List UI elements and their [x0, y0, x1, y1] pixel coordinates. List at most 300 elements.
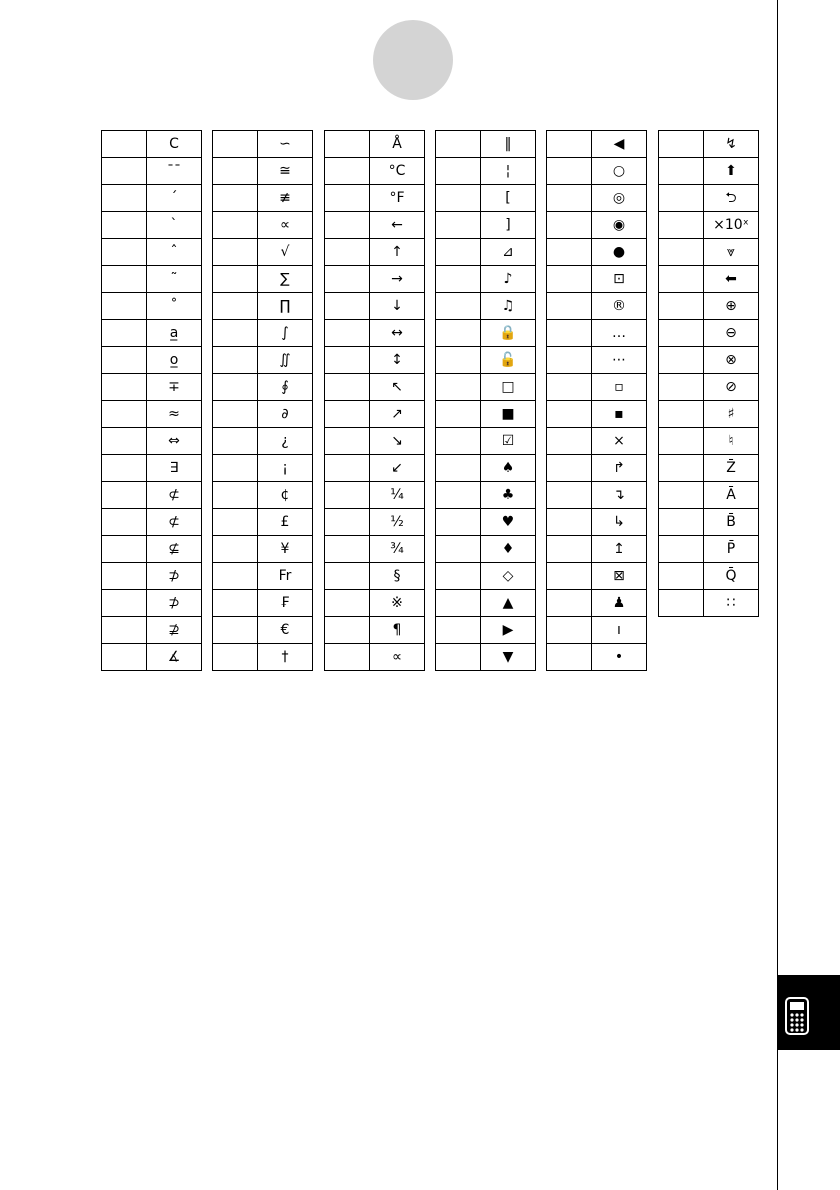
char-glyph-cell: ¼ — [370, 482, 425, 509]
char-row — [436, 428, 536, 455]
char-code-cell — [102, 212, 147, 239]
char-glyph-cell: ⋯ — [592, 347, 647, 374]
char-glyph-cell: ½ — [370, 509, 425, 536]
char-row — [102, 617, 202, 644]
char-table-3 — [324, 130, 425, 671]
char-code-cell — [659, 374, 704, 401]
char-row — [547, 131, 647, 158]
char-glyph-cell: °F — [370, 185, 425, 212]
char-row — [325, 320, 425, 347]
char-code-cell — [659, 401, 704, 428]
char-row — [325, 347, 425, 374]
char-row — [102, 590, 202, 617]
char-code-cell — [325, 131, 370, 158]
char-code-cell — [547, 482, 592, 509]
char-code-cell — [547, 455, 592, 482]
char-glyph-cell: ♣ — [481, 482, 536, 509]
char-row — [102, 428, 202, 455]
char-glyph-cell: ⊕ — [704, 293, 759, 320]
char-glyph-cell: ı — [592, 617, 647, 644]
char-code-cell — [659, 239, 704, 266]
char-row — [436, 266, 536, 293]
char-row — [325, 293, 425, 320]
char-glyph-cell: ¦ — [481, 158, 536, 185]
char-glyph-cell: § — [370, 563, 425, 590]
char-glyph-cell: ⩔ — [704, 239, 759, 266]
char-glyph-cell: ⬆ — [704, 158, 759, 185]
char-row — [325, 428, 425, 455]
char-row — [547, 617, 647, 644]
char-code-cell — [213, 509, 258, 536]
char-glyph-cell: † — [258, 644, 313, 671]
char-glyph-cell: ⬅ — [704, 266, 759, 293]
char-table-1 — [101, 130, 202, 671]
char-code-cell — [213, 266, 258, 293]
char-glyph-cell: ⊈ — [147, 536, 202, 563]
char-code-cell — [547, 509, 592, 536]
char-glyph-cell: B̄ — [704, 509, 759, 536]
char-glyph-cell: ≢ — [258, 185, 313, 212]
char-glyph-cell: Ā — [704, 482, 759, 509]
char-code-cell — [102, 347, 147, 374]
char-code-cell — [213, 590, 258, 617]
char-glyph-cell: ∝ — [370, 644, 425, 671]
char-code-cell — [325, 374, 370, 401]
char-glyph-cell: ¶ — [370, 617, 425, 644]
char-glyph-cell: ♪ — [481, 266, 536, 293]
char-code-cell — [213, 239, 258, 266]
char-row — [436, 239, 536, 266]
char-row — [213, 293, 313, 320]
char-code-cell — [436, 320, 481, 347]
char-row — [436, 401, 536, 428]
char-row — [102, 158, 202, 185]
char-code-cell — [436, 374, 481, 401]
char-glyph-cell: ∝ — [258, 212, 313, 239]
char-glyph-cell: ⊠ — [592, 563, 647, 590]
char-glyph-cell: ⊅ — [147, 563, 202, 590]
char-row — [325, 212, 425, 239]
char-code-cell — [213, 563, 258, 590]
char-glyph-cell: ∷ — [704, 590, 759, 617]
char-glyph-cell: ↘ — [370, 428, 425, 455]
char-glyph-cell: ⊄ — [147, 509, 202, 536]
char-code-cell — [102, 428, 147, 455]
char-code-cell — [659, 536, 704, 563]
char-row — [325, 644, 425, 671]
char-code-cell — [102, 509, 147, 536]
char-glyph-cell: ] — [481, 212, 536, 239]
char-code-cell — [102, 131, 147, 158]
char-code-cell — [325, 320, 370, 347]
char-code-cell — [436, 293, 481, 320]
char-row — [213, 185, 313, 212]
char-glyph-cell: … — [592, 320, 647, 347]
char-row — [547, 158, 647, 185]
char-glyph-cell: £ — [258, 509, 313, 536]
char-code-cell — [325, 482, 370, 509]
char-row — [102, 374, 202, 401]
char-row — [102, 320, 202, 347]
char-row — [436, 158, 536, 185]
char-glyph-cell: ¿ — [258, 428, 313, 455]
char-code-cell — [213, 644, 258, 671]
char-row — [547, 455, 647, 482]
char-row — [436, 320, 536, 347]
char-code-cell — [213, 293, 258, 320]
char-row — [325, 131, 425, 158]
char-code-cell — [436, 401, 481, 428]
char-code-cell — [659, 185, 704, 212]
char-code-cell — [102, 239, 147, 266]
char-code-cell — [436, 455, 481, 482]
char-glyph-cell: □ — [481, 374, 536, 401]
char-code-cell — [547, 401, 592, 428]
chapter-side-tab — [777, 975, 840, 1050]
char-glyph-cell: ↙ — [370, 455, 425, 482]
char-glyph-cell: ▼ — [481, 644, 536, 671]
char-glyph-cell: ∏ — [258, 293, 313, 320]
char-glyph-cell: o̲ — [147, 347, 202, 374]
char-code-cell — [102, 563, 147, 590]
char-row — [659, 563, 759, 590]
char-glyph-cell: ⊖ — [704, 320, 759, 347]
char-glyph-cell: ¾ — [370, 536, 425, 563]
char-code-cell — [436, 347, 481, 374]
char-glyph-cell: ⊘ — [704, 374, 759, 401]
char-code-cell — [102, 293, 147, 320]
char-code-cell — [213, 185, 258, 212]
char-row — [436, 617, 536, 644]
char-code-cell — [325, 185, 370, 212]
char-glyph-cell: ₣ — [258, 590, 313, 617]
char-code-cell — [547, 239, 592, 266]
char-code-cell — [547, 617, 592, 644]
char-code-cell — [547, 563, 592, 590]
char-row — [325, 509, 425, 536]
char-glyph-cell: • — [592, 644, 647, 671]
char-code-cell — [325, 617, 370, 644]
char-glyph-cell: ◇ — [481, 563, 536, 590]
char-row — [436, 509, 536, 536]
char-row — [659, 536, 759, 563]
char-code-cell — [325, 536, 370, 563]
char-code-cell — [213, 158, 258, 185]
char-row — [102, 509, 202, 536]
char-code-cell — [325, 239, 370, 266]
char-code-cell — [659, 509, 704, 536]
char-row — [547, 482, 647, 509]
char-glyph-cell: ◀ — [592, 131, 647, 158]
char-code-cell — [102, 374, 147, 401]
char-code-cell — [436, 590, 481, 617]
char-code-cell — [547, 347, 592, 374]
char-glyph-cell: ♠ — [481, 455, 536, 482]
char-row — [213, 428, 313, 455]
char-code-cell — [102, 158, 147, 185]
char-row — [325, 590, 425, 617]
char-row — [659, 455, 759, 482]
char-code-cell — [325, 158, 370, 185]
char-code-cell — [102, 536, 147, 563]
char-glyph-cell: ○ — [592, 158, 647, 185]
char-row — [102, 266, 202, 293]
char-glyph-cell: ↥ — [592, 536, 647, 563]
char-row — [659, 266, 759, 293]
char-glyph-cell: ♦ — [481, 536, 536, 563]
char-row — [436, 293, 536, 320]
char-row — [547, 509, 647, 536]
char-row — [325, 266, 425, 293]
char-row — [213, 347, 313, 374]
char-code-cell — [547, 374, 592, 401]
char-code-cell — [213, 347, 258, 374]
char-row — [659, 320, 759, 347]
char-code-cell — [547, 158, 592, 185]
char-code-cell — [102, 266, 147, 293]
char-row — [213, 617, 313, 644]
char-code-cell — [659, 482, 704, 509]
char-row — [436, 644, 536, 671]
char-glyph-cell: ¥ — [258, 536, 313, 563]
char-row — [102, 563, 202, 590]
char-code-cell — [659, 131, 704, 158]
char-row — [213, 239, 313, 266]
char-row — [547, 428, 647, 455]
char-row — [213, 563, 313, 590]
char-code-cell — [213, 617, 258, 644]
char-row — [102, 212, 202, 239]
char-glyph-cell: ˚ — [147, 293, 202, 320]
char-code-cell — [547, 293, 592, 320]
char-code-cell — [325, 401, 370, 428]
char-code-cell — [102, 482, 147, 509]
char-glyph-cell: ⊡ — [592, 266, 647, 293]
char-row — [325, 239, 425, 266]
char-glyph-cell: ⮌ — [704, 185, 759, 212]
char-code-cell — [213, 482, 258, 509]
char-code-cell — [436, 158, 481, 185]
char-code-cell — [547, 266, 592, 293]
char-table-4 — [435, 130, 536, 671]
char-glyph-cell: ♯ — [704, 401, 759, 428]
char-code-cell — [436, 266, 481, 293]
char-row — [659, 374, 759, 401]
char-glyph-cell: ˊ — [147, 185, 202, 212]
char-row — [102, 239, 202, 266]
char-row — [325, 455, 425, 482]
char-glyph-cell: ↯ — [704, 131, 759, 158]
char-glyph-cell: ↱ — [592, 455, 647, 482]
char-code-cell — [547, 320, 592, 347]
char-glyph-cell: ¯¯ — [147, 158, 202, 185]
char-code-cell — [436, 131, 481, 158]
char-row — [659, 482, 759, 509]
char-glyph-cell: ⊗ — [704, 347, 759, 374]
char-glyph-cell: ↑ — [370, 239, 425, 266]
char-code-cell — [325, 428, 370, 455]
char-glyph-cell: ∮ — [258, 374, 313, 401]
char-row — [325, 401, 425, 428]
char-row — [436, 212, 536, 239]
char-code-cell — [547, 185, 592, 212]
char-code-cell — [659, 590, 704, 617]
char-code-cell — [325, 509, 370, 536]
char-glyph-cell: ⇔ — [147, 428, 202, 455]
char-code-cell — [659, 266, 704, 293]
char-row — [213, 158, 313, 185]
char-glyph-cell: ⊿ — [481, 239, 536, 266]
char-glyph-cell: ▶ — [481, 617, 536, 644]
char-row — [213, 320, 313, 347]
char-row — [659, 212, 759, 239]
char-glyph-cell: ◎ — [592, 185, 647, 212]
char-row — [325, 536, 425, 563]
char-glyph-cell: √ — [258, 239, 313, 266]
char-glyph-cell: ∫ — [258, 320, 313, 347]
char-code-cell — [102, 320, 147, 347]
char-glyph-cell: ↳ — [592, 509, 647, 536]
char-glyph-cell: ∽ — [258, 131, 313, 158]
char-row — [436, 131, 536, 158]
char-glyph-cell: × — [592, 428, 647, 455]
char-row — [213, 509, 313, 536]
char-row — [659, 590, 759, 617]
char-row — [547, 374, 647, 401]
char-glyph-cell: Fr — [258, 563, 313, 590]
page-marker-circle — [373, 20, 453, 100]
char-code-cell — [102, 644, 147, 671]
char-code-cell — [659, 563, 704, 590]
char-row — [547, 536, 647, 563]
char-code-cell — [659, 293, 704, 320]
char-code-cell — [547, 131, 592, 158]
char-row — [213, 590, 313, 617]
char-glyph-cell: ¡ — [258, 455, 313, 482]
char-glyph-cell: ×10ˣ — [704, 212, 759, 239]
char-glyph-cell: ↓ — [370, 293, 425, 320]
char-table-6 — [658, 130, 759, 617]
char-glyph-cell: ● — [592, 239, 647, 266]
char-code-cell — [547, 536, 592, 563]
char-row — [213, 455, 313, 482]
char-glyph-cell: ☑ — [481, 428, 536, 455]
char-code-cell — [325, 455, 370, 482]
char-code-cell — [436, 536, 481, 563]
char-code-cell — [436, 617, 481, 644]
char-row — [547, 212, 647, 239]
char-code-cell — [102, 401, 147, 428]
char-row — [213, 374, 313, 401]
char-glyph-cell: ♟ — [592, 590, 647, 617]
char-row — [213, 644, 313, 671]
char-glyph-cell: → — [370, 266, 425, 293]
char-row — [659, 347, 759, 374]
char-row — [325, 563, 425, 590]
char-row — [436, 590, 536, 617]
char-code-cell — [325, 293, 370, 320]
char-glyph-cell: ≈ — [147, 401, 202, 428]
char-glyph-cell: ∑ — [258, 266, 313, 293]
char-glyph-cell: ♮ — [704, 428, 759, 455]
char-code-cell — [213, 401, 258, 428]
char-code-cell — [547, 428, 592, 455]
char-table-5 — [546, 130, 647, 671]
char-row — [659, 509, 759, 536]
char-code-cell — [325, 266, 370, 293]
char-row — [436, 563, 536, 590]
char-glyph-cell: ■ — [481, 401, 536, 428]
char-row — [547, 401, 647, 428]
char-code-cell — [102, 590, 147, 617]
char-row — [547, 644, 647, 671]
char-code-cell — [436, 482, 481, 509]
char-row — [547, 266, 647, 293]
char-glyph-cell: ˜ — [147, 266, 202, 293]
char-row — [213, 266, 313, 293]
char-row — [102, 536, 202, 563]
char-code-cell — [325, 212, 370, 239]
char-code-cell — [547, 590, 592, 617]
char-glyph-cell: ® — [592, 293, 647, 320]
char-row — [547, 293, 647, 320]
char-glyph-cell: ‖ — [481, 131, 536, 158]
char-glyph-cell: Z̄ — [704, 455, 759, 482]
char-glyph-cell: P̄ — [704, 536, 759, 563]
char-code-cell — [659, 320, 704, 347]
char-glyph-cell: °C — [370, 158, 425, 185]
char-row — [659, 428, 759, 455]
char-row — [659, 239, 759, 266]
char-code-cell — [213, 320, 258, 347]
char-code-cell — [436, 644, 481, 671]
calculator-icon — [785, 997, 809, 1035]
char-glyph-cell: [ — [481, 185, 536, 212]
char-glyph-cell: ▲ — [481, 590, 536, 617]
char-code-cell — [436, 212, 481, 239]
char-glyph-cell: ♥ — [481, 509, 536, 536]
char-code-cell — [325, 644, 370, 671]
char-glyph-cell: ※ — [370, 590, 425, 617]
char-glyph-cell: ▪ — [592, 401, 647, 428]
char-row — [102, 131, 202, 158]
char-code-cell — [659, 158, 704, 185]
char-code-cell — [213, 374, 258, 401]
char-glyph-cell: 🔓 — [481, 347, 536, 374]
char-glyph-cell: ← — [370, 212, 425, 239]
char-glyph-cell: ∂ — [258, 401, 313, 428]
char-table-2 — [212, 130, 313, 671]
char-row — [436, 482, 536, 509]
char-glyph-cell: ↕ — [370, 347, 425, 374]
char-row — [325, 185, 425, 212]
char-code-cell — [213, 455, 258, 482]
char-code-cell — [659, 347, 704, 374]
char-row — [659, 401, 759, 428]
char-glyph-cell: ↖ — [370, 374, 425, 401]
char-code-cell — [659, 428, 704, 455]
char-code-cell — [325, 347, 370, 374]
char-glyph-cell: ♫ — [481, 293, 536, 320]
char-glyph-cell: ≅ — [258, 158, 313, 185]
char-row — [325, 158, 425, 185]
char-code-cell — [213, 428, 258, 455]
char-row — [102, 482, 202, 509]
char-glyph-cell: 🔒 — [481, 320, 536, 347]
char-row — [547, 347, 647, 374]
char-code-cell — [436, 185, 481, 212]
char-code-cell — [547, 644, 592, 671]
